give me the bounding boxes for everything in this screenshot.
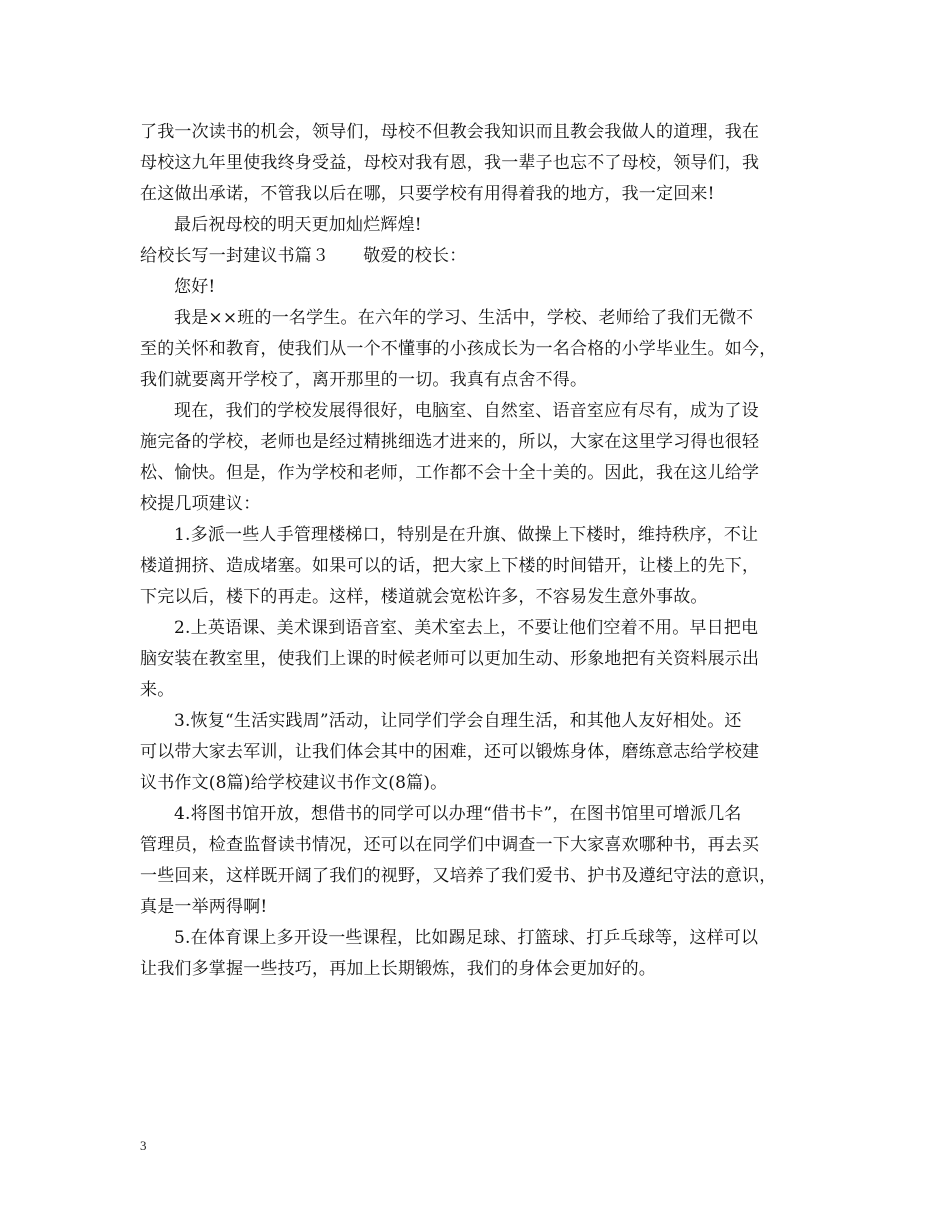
text-line: 松、愉快。但是，作为学校和老师，工作都不会十全十美的。因此，我在这儿给学: [140, 463, 760, 483]
section-title-line: [140, 241, 820, 272]
text-line: 了我一次读书的机会，领导们，母校不但教会我知识而且教会我做人的道理，我在: [140, 122, 760, 142]
text-line: 在这做出承诺，不管我以后在哪，只要学校有用得着我的地方，我一定回来!: [140, 184, 715, 204]
text-line: 1.多派一些人手管理楼梯口，特别是在升旗、做操上下楼时，维持秩序，不让: [174, 525, 759, 545]
text-line: 议书作文(8篇)给学校建议书作文(8篇)。: [140, 773, 448, 793]
text-line: 让我们多掌握一些技巧，再加上长期锻炼，我们的身体会更加好的。: [140, 959, 656, 979]
text-line: 施完备的学校，老师也是经过精挑细选才进来的，所以，大家在这里学习得也很轻: [140, 432, 760, 452]
text-line: 楼道拥挤、造成堵塞。如果可以的话，把大家上下楼的时间错开，让楼上的先下，: [140, 556, 760, 576]
text-line: 我是××班的一名学生。在六年的学习、生活中，学校、老师给了我们无微不: [174, 308, 754, 328]
text-line: 4.将图书馆开放，想借书的同学可以办理“借书卡”，在图书馆里可增派几名: [174, 804, 742, 824]
text-line: 至的关怀和教育，使我们从一个不懂事的小孩成长为一名合格的小学毕业生。如今，: [140, 339, 777, 359]
text-line: 校提几项建议：: [140, 494, 261, 514]
text-line: 来。: [140, 680, 175, 700]
text-line: 母校这九年里使我终身受益，母校对我有恩，我一辈子也忘不了母校，领导们，我: [140, 153, 760, 173]
text-line: 3.恢复“生活实践周”活动，让同学们学会自理生活，和其他人友好相处。还: [174, 711, 742, 731]
text-line: 管理员，检查监督读书情况，还可以在同学们中调查一下大家喜欢哪种书，再去买: [140, 835, 760, 855]
text-line: 下完以后，楼下的再走。这样，楼道就会宽松许多，不容易发生意外事故。: [140, 587, 708, 607]
page-number: 3: [140, 1138, 147, 1153]
text-line: 一些回来，这样既开阔了我们的视野，又培养了我们爱书、护书及遵纪守法的意识，: [140, 866, 777, 886]
document-body: [140, 117, 820, 985]
text-line: 脑安装在教室里，使我们上课的时候老师可以更加生动、形象地把有关资料展示出: [140, 649, 760, 669]
text-line: 您好!: [174, 277, 216, 297]
text-line: 真是一举两得啊!: [140, 897, 268, 917]
text-line: 5.在体育课上多开设一些课程，比如踢足球、打篮球、打乒乓球等，这样可以: [174, 928, 759, 948]
text-line: 现在，我们的学校发展得很好，电脑室、自然室、语音室应有尽有，成为了设: [174, 401, 759, 421]
text-line: 可以带大家去军训，让我们体会其中的困难，还可以锻炼身体，磨练意志给学校建: [140, 742, 760, 762]
text-line: 最后祝母校的明天更加灿烂辉煌!: [174, 215, 422, 235]
text-line: 我们就要离开学校了，离开那里的一切。我真有点舍不得。: [140, 370, 588, 390]
section-title: 给校长写一封建议书篇３: [140, 246, 330, 266]
text-line: 2.上英语课、美术课到语音室、美术室去上，不要让他们空着不用。早日把电: [174, 618, 759, 638]
salutation: 敬爱的校长：: [363, 246, 467, 266]
